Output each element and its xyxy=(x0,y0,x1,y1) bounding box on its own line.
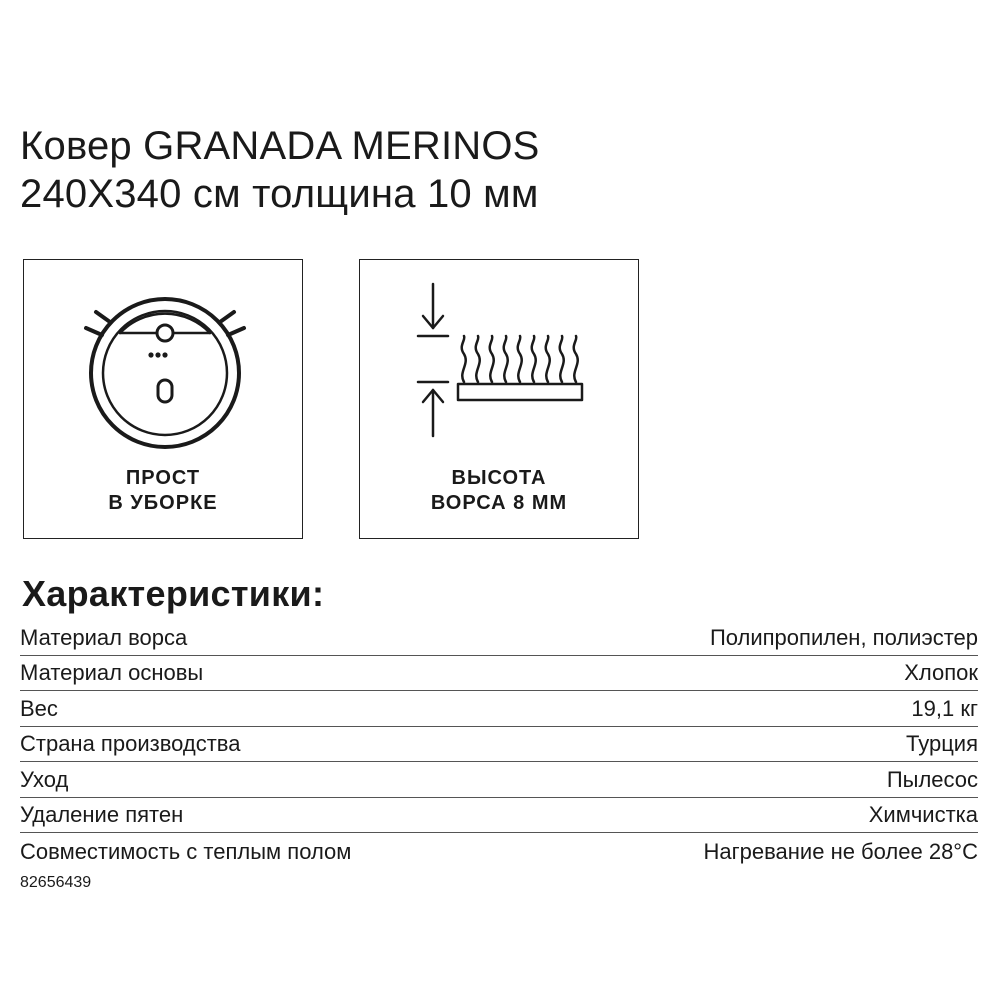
spec-key: Вес xyxy=(20,695,58,721)
spec-value: Химчистка xyxy=(868,802,978,827)
spec-value: Нагревание не более 28°C xyxy=(703,838,978,864)
spec-key: Материал ворса xyxy=(20,624,188,650)
feature-card-pile-height xyxy=(359,259,639,539)
product-title xyxy=(20,122,980,218)
pile-height-icon xyxy=(360,260,640,460)
spec-row xyxy=(20,620,978,656)
feature-card-easy-cleaning xyxy=(23,259,303,539)
spec-value: Турция xyxy=(906,731,978,756)
product-title-line-1: Ковер GRANADA MERINOS xyxy=(20,124,540,168)
spec-row xyxy=(20,691,978,727)
specs-table xyxy=(20,620,978,869)
robot-vacuum-icon xyxy=(24,260,304,460)
product-title-line-2: 240X340 см толщина 10 мм xyxy=(20,172,539,216)
spec-value: Пылесос xyxy=(886,766,978,792)
specs-heading: Характеристики: xyxy=(22,573,325,614)
spec-value: Хлопок xyxy=(904,660,978,685)
feature-caption: ВЫСОТА ВОРСА 8 ММ xyxy=(430,467,568,514)
spec-key: Материал основы xyxy=(20,660,204,685)
spec-row xyxy=(20,727,978,763)
spec-value: 19,1 кг xyxy=(911,695,978,721)
spec-row xyxy=(20,798,978,834)
spec-row xyxy=(20,656,978,692)
spec-key: Совместимость с теплым полом xyxy=(20,838,352,864)
spec-value: Полипропилен, полиэстер xyxy=(709,624,978,650)
product-sku: 82656439 xyxy=(20,874,92,891)
spec-key: Удаление пятен xyxy=(20,802,184,827)
spec-row xyxy=(20,762,978,798)
spec-row xyxy=(20,833,978,869)
spec-key: Страна производства xyxy=(20,731,241,756)
feature-caption: ПРОСТ В УБОРКЕ xyxy=(108,467,218,514)
spec-key: Уход xyxy=(20,766,69,792)
